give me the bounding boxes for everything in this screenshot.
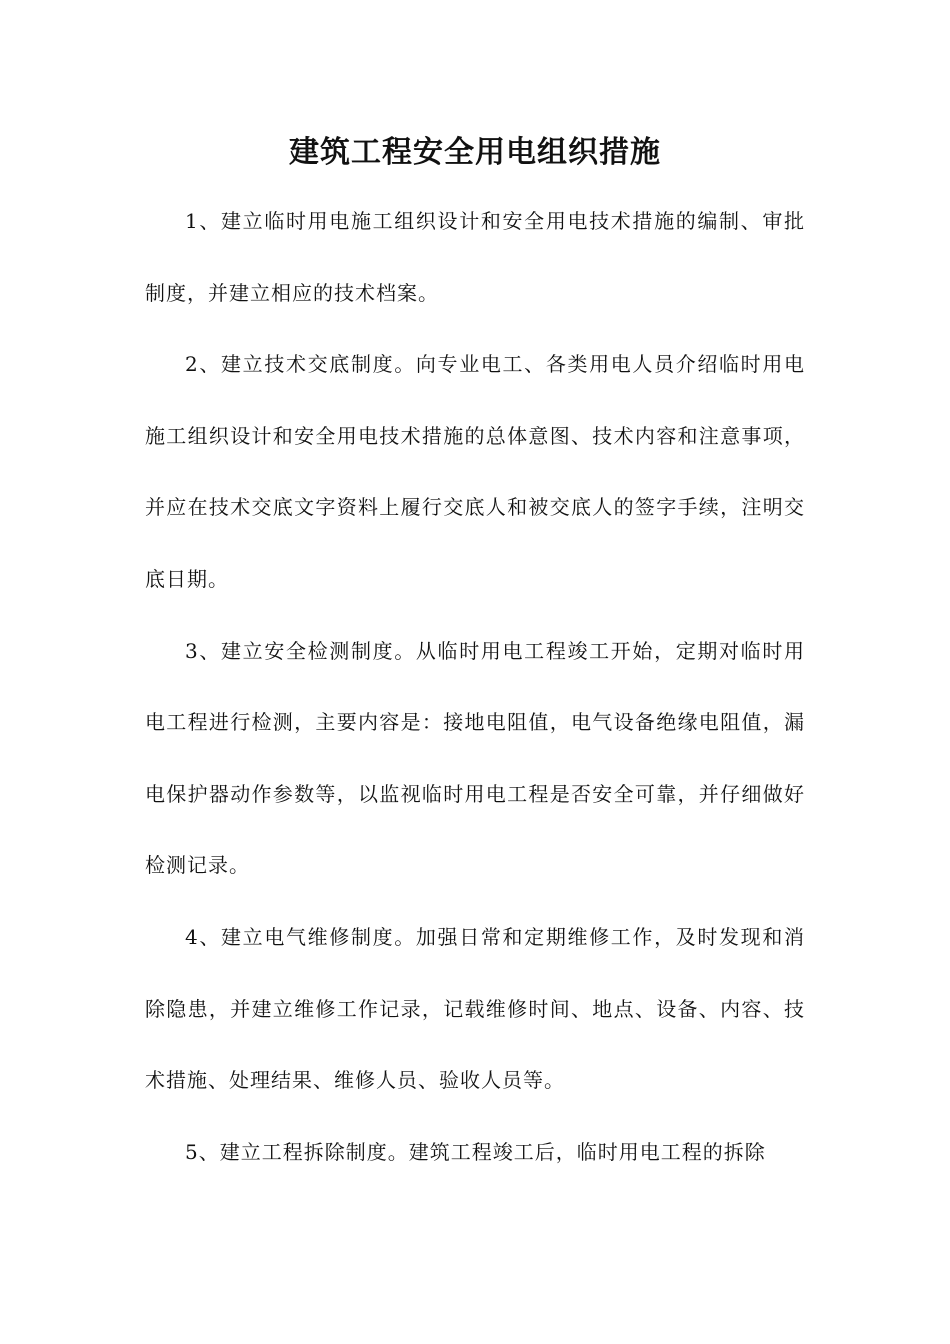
paragraph-3: 3、建立安全检测制度。从临时用电工程竣工开始，定期对临时用电工程进行检测，主要内容是：接地电阻值，电气设备绝缘电阻值，漏电保护器动作参数等，以监视临时用电工程是否安全可靠，并仔细做好检测记录。 [145,638,805,878]
paragraph-5: 5、建立工程拆除制度。建筑工程竣工后，临时用电工程的拆除 [185,1139,766,1164]
paragraph-1: 1、建立临时用电施工组织设计和安全用电技术措施的编制、审批制度，并建立相应的技术档案。 [145,209,805,305]
document-body [145,186,805,1188]
document-title: 建筑工程安全用电组织措施 [289,135,661,170]
paragraph-4: 4、建立电气维修制度。加强日常和定期维修工作，及时发现和消除隐患，并建立维修工作记录，记载维修时间、地点、设备、内容、技术措施、处理结果、维修人员、验收人员等。 [145,924,805,1093]
paragraph-2: 2、建立技术交底制度。向专业电工、各类用电人员介绍临时用电施工组织设计和安全用电技术措施的总体意图、技术内容和注意事项，并应在技术交底文字资料上履行交底人和被交底人的签字手续，注明交底日期。 [145,352,805,591]
